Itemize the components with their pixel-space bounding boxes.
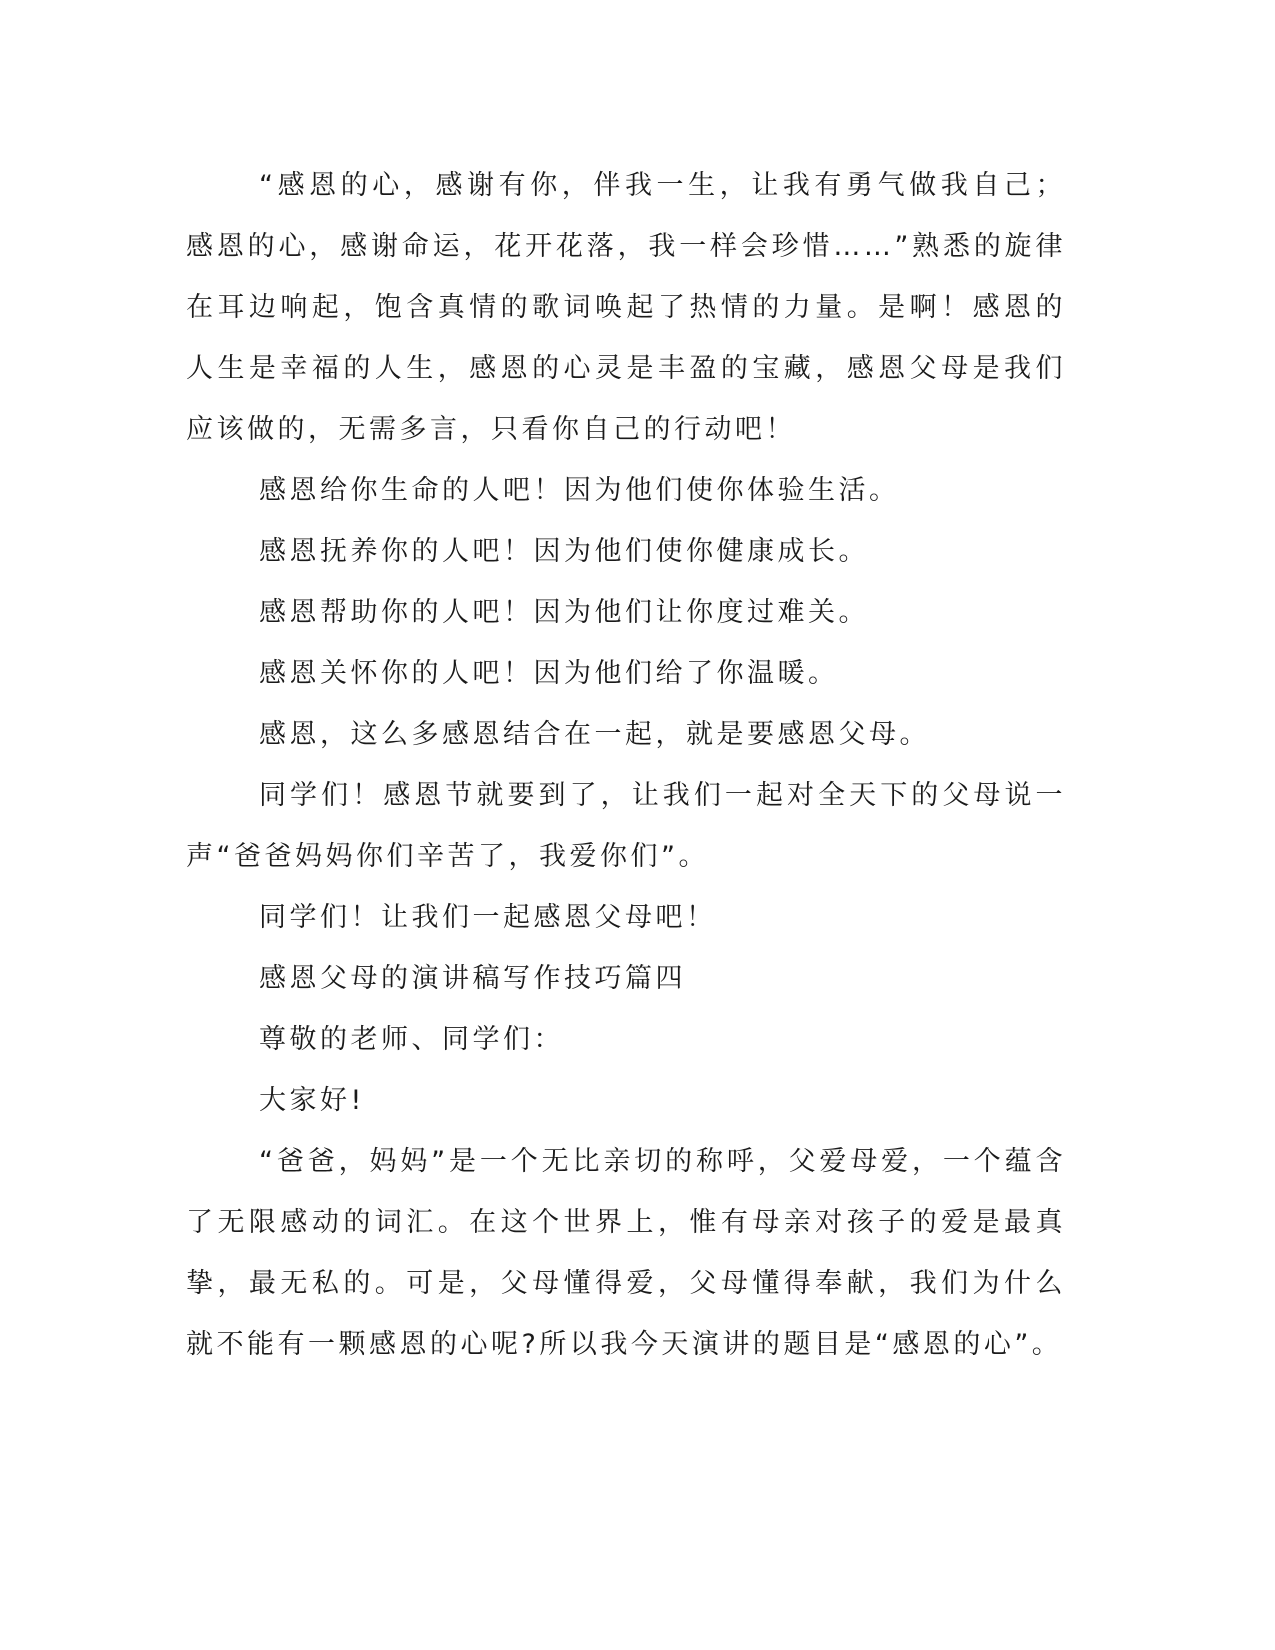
- paragraph-speech-opening: “爸爸，妈妈”是一个无比亲切的称呼，父爱母爱，一个蕴含了无限感动的词汇。在这个世界上，惟有母亲对孩子的爱是最真挚，最无私的。可是，父母懂得爱，父母懂得奉献，我们为什么就不能有一颗感恩的心呢?所以我今天演讲的题目是“感恩的心”。: [186, 1146, 1066, 1360]
- paragraph-thank-raisers: 感恩抚养你的人吧！因为他们使你健康成长。: [259, 536, 869, 567]
- salutation: 尊敬的老师、同学们：: [259, 1024, 564, 1055]
- paragraph-thank-helpers: 感恩帮助你的人吧！因为他们让你度过难关。: [259, 597, 869, 628]
- paragraph-song-intro: “感恩的心，感谢有你，伴我一生，让我有勇气做我自己；感恩的心，感谢命运，花开花落，我一样会珍惜……”熟悉的旋律在耳边响起，饱含真情的歌词唤起了热情的力量。是啊！感恩的人生是幸福的人生，感恩的心灵是丰盈的宝藏，感恩父母是我们应该做的，无需多言，只看你自己的行动吧！: [186, 170, 1066, 445]
- section-heading: 感恩父母的演讲稿写作技巧篇四: [259, 963, 686, 994]
- paragraph-thanksgiving: 同学们！感恩节就要到了，让我们一起对全天下的父母说一声“爸爸妈妈你们辛苦了，我爱你们”。: [186, 780, 1066, 872]
- paragraph-thank-parents: 感恩，这么多感恩结合在一起，就是要感恩父母。: [259, 719, 930, 750]
- paragraph-call-to-action: 同学们！让我们一起感恩父母吧！: [259, 902, 717, 933]
- greeting: 大家好!: [259, 1085, 365, 1116]
- paragraph-thank-carers: 感恩关怀你的人吧！因为他们给了你温暖。: [259, 658, 839, 689]
- paragraph-thank-givers: 感恩给你生命的人吧！因为他们使你体验生活。: [259, 475, 900, 506]
- document-body: [186, 155, 1066, 1375]
